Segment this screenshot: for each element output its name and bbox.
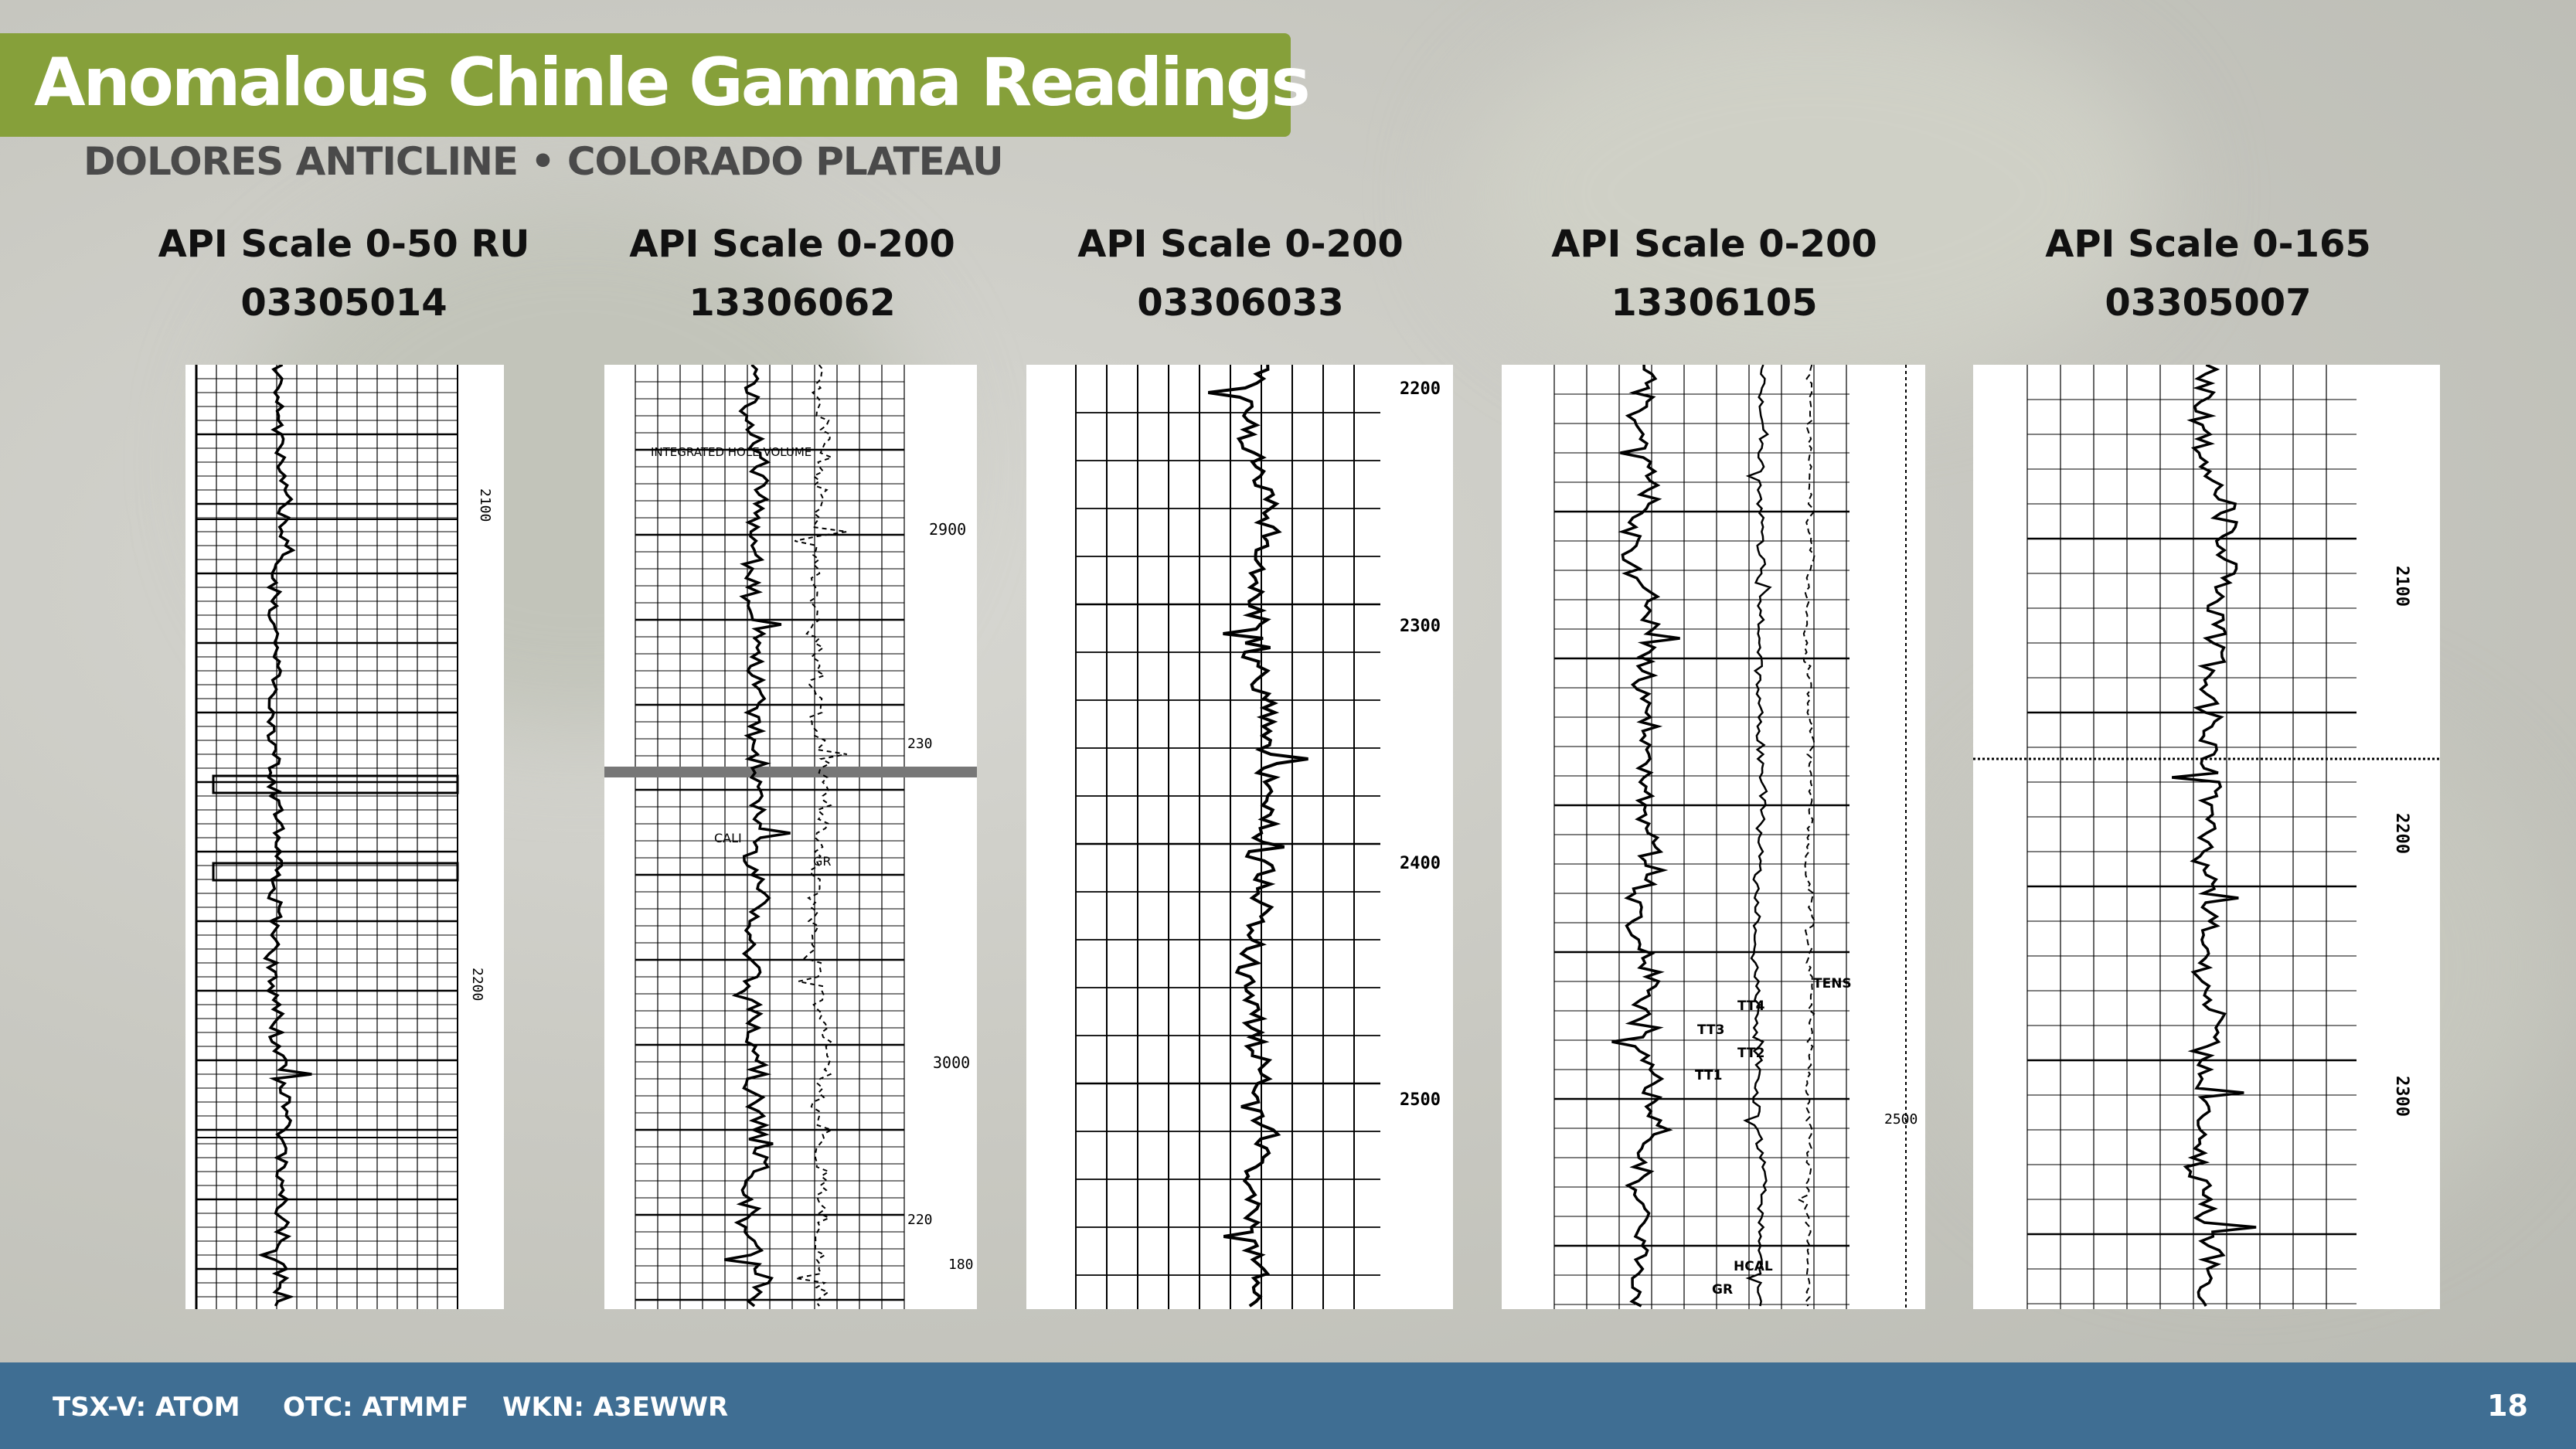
log-header-5 (1992, 215, 2425, 332)
log-grid (1554, 365, 1849, 1309)
footer-bar (0, 1362, 2576, 1449)
gamma-log-panel-1 (185, 365, 504, 1309)
log-annotation: CALI (714, 831, 742, 845)
travel-time-trace (1798, 365, 1815, 1306)
log-grid (2027, 365, 2357, 1309)
depth-label: 2900 (929, 520, 967, 539)
otc-ticker: OTC: ATMMF (283, 1392, 469, 1423)
log-well-id: 03306033 (1137, 281, 1344, 325)
gamma-trace (1208, 365, 1308, 1306)
depth-label: 2100 (477, 488, 493, 522)
depth-label: 2100 (2392, 566, 2411, 607)
tsx-ticker: TSX-V: ATOM (53, 1392, 240, 1423)
log-header-2 (576, 215, 1009, 332)
log-annotation: INTEGRATED HOLE VOLUME (651, 445, 812, 459)
log-annotation: TENS (1813, 976, 1852, 992)
depth-label: 2200 (1400, 379, 1441, 399)
depth-label: 2400 (1400, 854, 1441, 873)
log-grid (1076, 365, 1380, 1309)
title-banner (0, 33, 1308, 137)
depth-label: 2500 (1400, 1090, 1441, 1110)
log-scale-label: API Scale 0-50 RU (158, 223, 530, 266)
caliper-trace (795, 365, 846, 1306)
log-well-id: 13306062 (689, 281, 896, 325)
page-subtitle: DOLORES ANTICLINE • COLORADO PLATEAU (83, 139, 1003, 184)
scale-marker: 180 (948, 1257, 974, 1273)
log-scale-label: API Scale 0-200 (1551, 223, 1877, 266)
log-scale-label: API Scale 0-200 (1077, 223, 1404, 266)
log-well-id: 03305007 (2105, 281, 2312, 325)
log-grid (196, 365, 458, 1309)
depth-label: 2200 (2392, 813, 2411, 854)
depth-label: 2500 (1884, 1111, 1918, 1128)
page-title: Anomalous Chinle Gamma Readings (34, 44, 1308, 121)
wkn-ticker: WKN: A3EWWR (502, 1392, 729, 1423)
gamma-trace (1612, 365, 1680, 1306)
log-scale-label: API Scale 0-165 (2045, 223, 2371, 266)
page-number: 18 (2487, 1389, 2528, 1423)
log-header-1 (128, 215, 560, 332)
log-annotation: TT1 (1695, 1068, 1723, 1083)
log-header-4 (1498, 215, 1931, 332)
log-header-3 (1024, 215, 1457, 332)
gamma-log-panel-2 (604, 365, 977, 1309)
log-well-id: 03305014 (240, 281, 447, 325)
depth-label: 2300 (2392, 1076, 2411, 1117)
log-annotation: TT3 (1697, 1022, 1725, 1038)
depth-label: 2300 (1400, 617, 1441, 636)
log-annotation: TT4 (1737, 998, 1765, 1014)
gamma-log-panel-3 (1026, 365, 1453, 1309)
depth-label: 2200 (469, 968, 485, 1002)
log-annotation: HCAL (1734, 1259, 1773, 1274)
depth-label: 3000 (933, 1053, 971, 1072)
log-annotation: TT2 (1737, 1046, 1765, 1061)
gamma-trace (261, 365, 311, 1306)
log-well-id: 13306105 (1611, 281, 1818, 325)
gamma-log-panel-4 (1502, 365, 1925, 1309)
scale-marker: 220 (907, 1212, 933, 1228)
log-annotation: GR (813, 854, 832, 869)
scale-marker: 230 (907, 736, 933, 752)
log-annotation: GR (1712, 1282, 1734, 1298)
log-scale-label: API Scale 0-200 (629, 223, 955, 266)
gamma-log-panel-5 (1973, 365, 2440, 1309)
